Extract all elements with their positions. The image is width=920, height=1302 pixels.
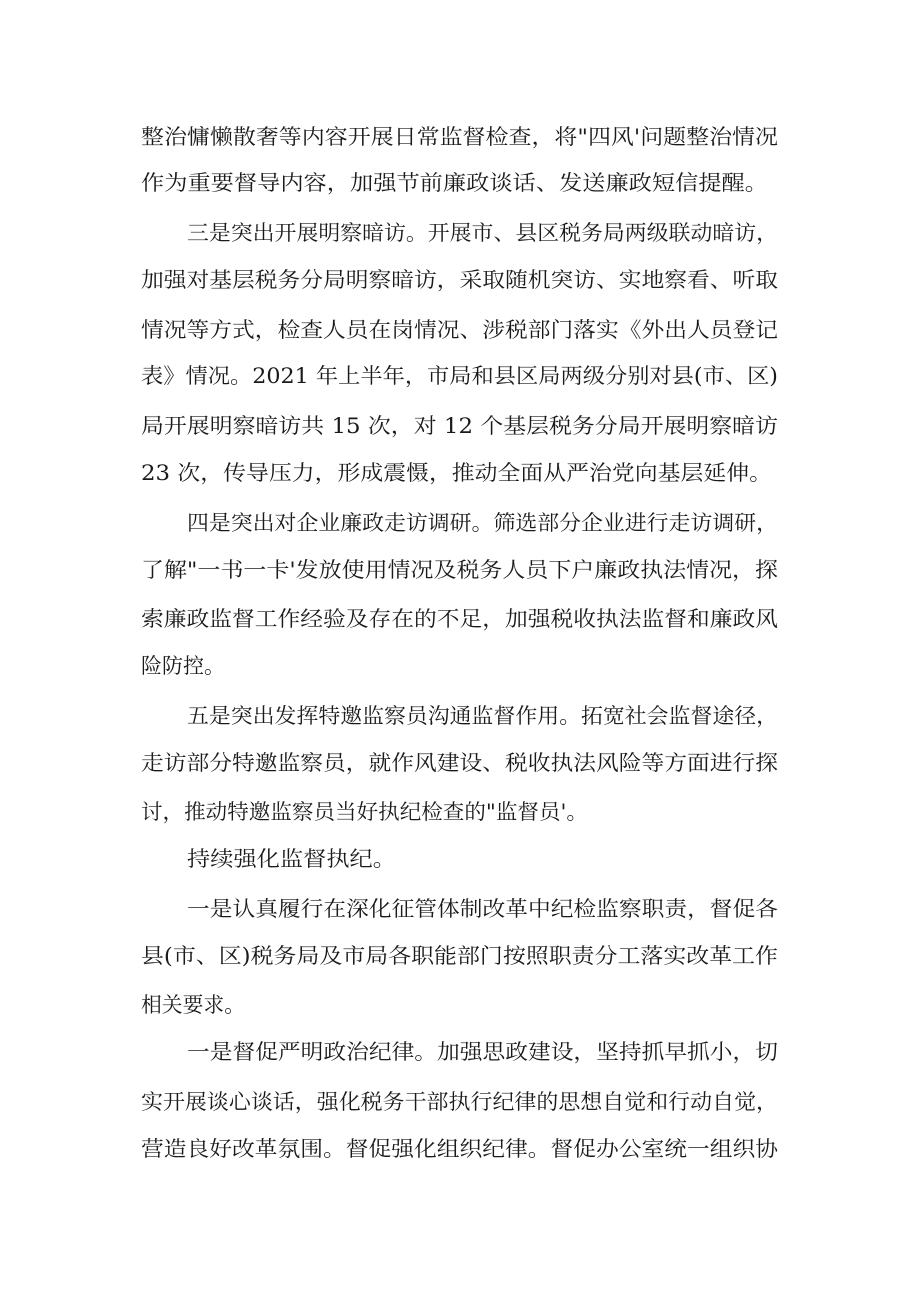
text-line: 县(市、区)税务局及市局各职能部门按照职责分工落实改革工作 — [141, 944, 778, 968]
text-line: 五是突出发挥特邀监察员沟通监督作用。拓宽社会监督途径， — [187, 704, 778, 728]
text-line: 作为重要督导内容，加强节前廉政谈话、发送廉政短信提醒。 — [141, 171, 768, 195]
text-line: 表》情况。2021 年上半年，市局和县区局两级分别对县(市、区) — [141, 364, 778, 388]
text-line: 相关要求。 — [141, 993, 245, 1017]
text-line: 一是认真履行在深化征管体制改革中纪检监察职责，督促各 — [187, 897, 778, 921]
text-line: 情况等方式，检查人员在岗情况、涉税部门落实《外出人员登记 — [141, 318, 778, 342]
text-line: 索廉政监督工作经验及存在的不足，加强税收执法监督和廉政风 — [141, 607, 778, 631]
text-line: 讨，推动特邀监察员当好执纪检查的"监督员'。 — [141, 800, 588, 824]
text-line: 营造良好改革氛围。督促强化组织纪律。督促办公室统一组织协 — [141, 1137, 778, 1161]
text-line: 一是督促严明政治纪律。加强思政建设，坚持抓早抓小，切 — [187, 1040, 778, 1064]
text-line: 四是突出对企业廉政走访调研。筛选部分企业进行走访调研， — [187, 511, 778, 535]
text-line: 险防控。 — [141, 654, 225, 678]
text-line: 走访部分特邀监察员，就作风建设、税收执法风险等方面进行探 — [141, 751, 778, 775]
text-line: 局开展明察暗访共 15 次，对 12 个基层税务分局开展明察暗访 — [141, 414, 778, 438]
text-line: 加强对基层税务分局明察暗访，采取随机突访、实地察看、听取 — [141, 268, 778, 292]
text-line: 持续强化监督执纪。 — [187, 847, 396, 871]
text-line: 23 次，传导压力，形成震慑，推动全面从严治党向基层延伸。 — [141, 461, 772, 485]
text-line: 了解"一书一卡'发放使用情况及税务人员下户廉政执法情况，探 — [141, 558, 778, 582]
text-line: 实开展谈心谈话，强化税务干部执行纪律的思想自觉和行动自觉， — [141, 1090, 778, 1114]
text-line: 整治慵懒散奢等内容开展日常监督检查，将"四风'问题整治情况 — [141, 125, 778, 149]
text-line: 三是突出开展明察暗访。开展市、县区税务局两级联动暗访， — [187, 221, 778, 245]
